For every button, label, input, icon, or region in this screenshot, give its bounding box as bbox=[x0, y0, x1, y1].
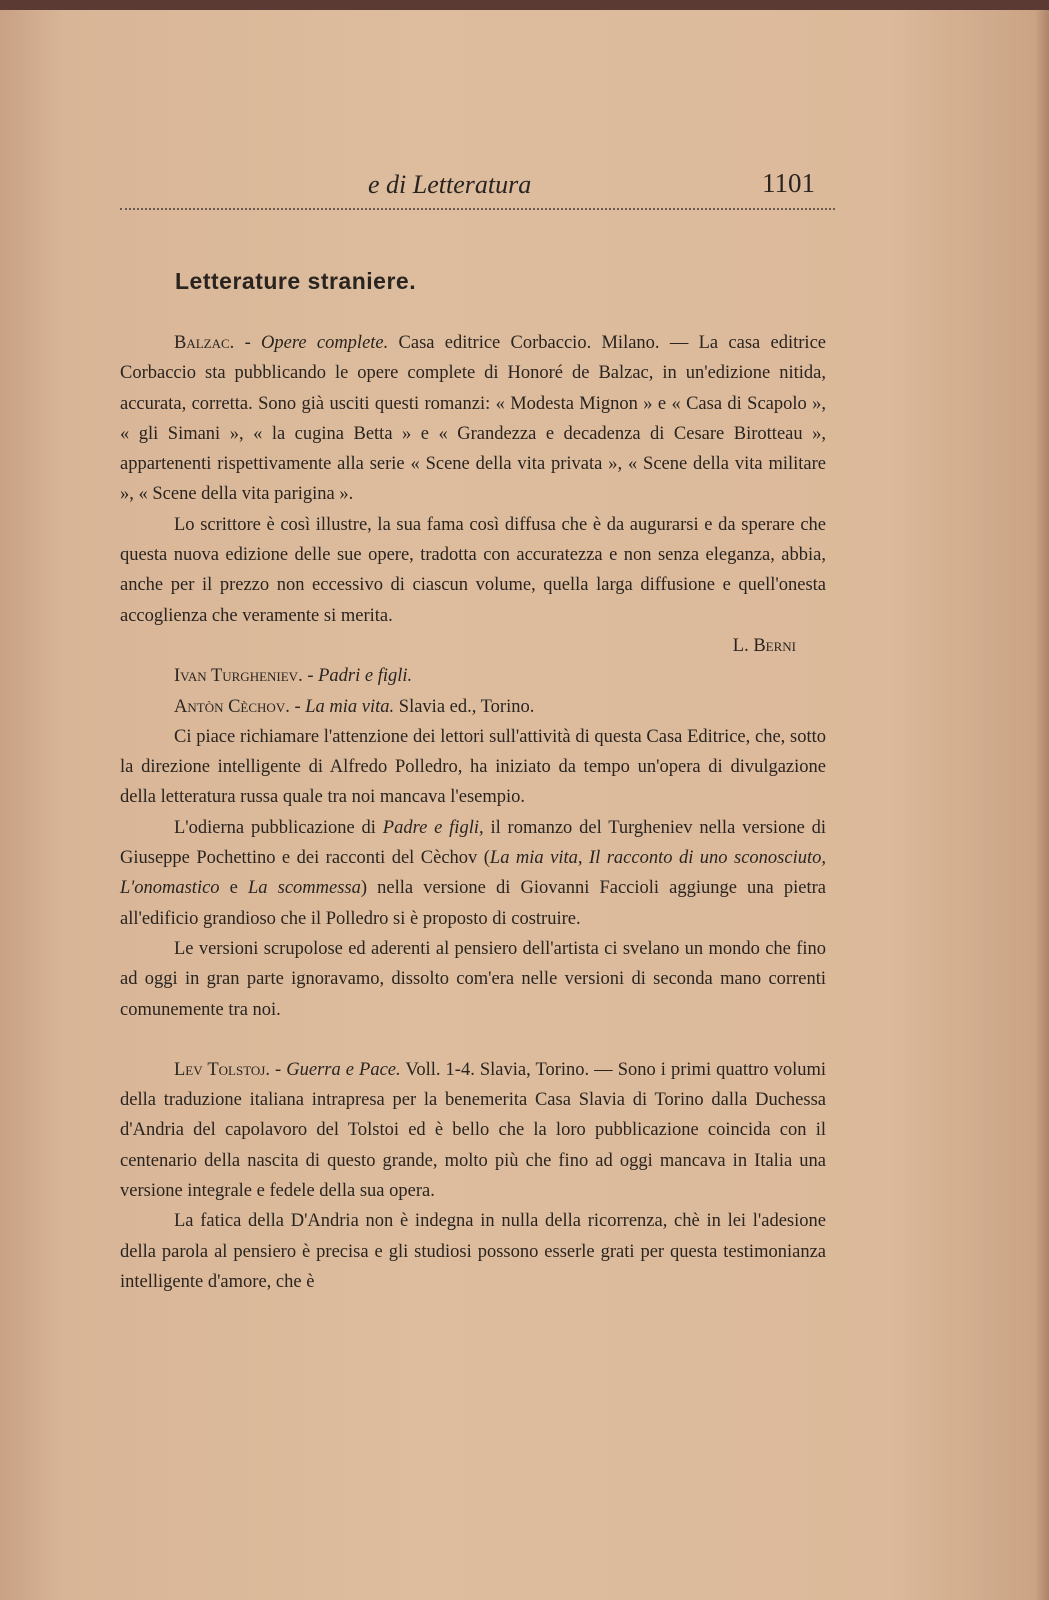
review-balzac bbox=[120, 328, 826, 510]
review-heading bbox=[120, 692, 826, 722]
header-rule bbox=[120, 208, 835, 210]
author-name: Ivan Turgheniev. bbox=[174, 666, 303, 687]
signature: L. Berni bbox=[732, 635, 796, 656]
author-name: Balzac. bbox=[174, 333, 235, 353]
separator: - bbox=[269, 1059, 287, 1080]
separator: - bbox=[234, 333, 262, 353]
separator: - bbox=[302, 666, 319, 687]
work-title: Guerra e Pace. bbox=[286, 1059, 401, 1080]
article-body bbox=[120, 328, 826, 1297]
review-text: Voll. 1-4. Slavia, Torino. — Sono i primi quattro volumi della traduzione italiana intrapresa per la benemerita Casa Slavia di Torino dalla Duchessa d'Andria del capolavoro del Tolstoi ed è bello che la loro pubblicazione coincida con il centenario della nascita di questo grande, molto più che fino ad oggi mancava in Italia una versione integrale e fedele della sua opera. bbox=[120, 1059, 826, 1202]
paragraph: L'odierna pubblicazione di Padre e figli, il romanzo del Turgheniev nella versione di Giuseppe Pochettino e dei racconti del Cèchov (La mia vita, Il racconto di uno sconosciuto, L'onomastico e La scommessa) nella versione di Giovanni Faccioli aggiunge una pietra all'edificio grandioso che il Polledro si è proposto di costruire. bbox=[120, 817, 827, 929]
section-title: Letterature straniere. bbox=[175, 268, 417, 294]
paragraph: Lo scrittore è così illustre, la sua fama così diffusa che è da augurarsi e da sperare che questa nuova edizione delle sue opere, tradotta con accuratezza e non senza eleganza, abbia, anche per il prezzo non eccessivo di ciascun volume, quella larga diffusione e quell'onesta accoglienza che veramente si merita. bbox=[120, 514, 826, 626]
page-header bbox=[120, 160, 835, 210]
review-tolstoj bbox=[120, 1055, 826, 1206]
work-title: Opere complete. bbox=[261, 333, 389, 353]
publisher: Slavia ed., Torino. bbox=[394, 696, 535, 717]
work-title: La mia vita. bbox=[305, 696, 395, 717]
review-heading bbox=[120, 661, 826, 691]
running-head: e di Letteratura bbox=[368, 170, 532, 199]
work-title: Padri e figli. bbox=[318, 666, 413, 687]
page-edge bbox=[1035, 10, 1049, 1600]
page-number: 1101 bbox=[762, 168, 815, 198]
paragraph: Ci piace richiamare l'attenzione dei lettori sull'attività di questa Casa Editrice, che, sotto la direzione intelligente di Alfredo Polledro, ha iniziato da tempo un'opera di divulgazione della letteratura russa quale tra noi mancava l'esempio. bbox=[120, 726, 826, 808]
author-name: Antòn Cèchov. bbox=[174, 696, 290, 717]
separator: - bbox=[289, 696, 306, 717]
section-gap bbox=[120, 1025, 826, 1055]
review-text: Casa editrice Corbaccio. Milano. — La casa editrice Corbaccio sta pubblicando le opere complete di Honoré de Balzac, in un'edizione nitida, accurata, corretta. Sono già usciti questi romanzi: « Modesta Mignon » e « Casa di Scapolo », « gli Simani », « la cugina Betta » e « Grandezza e decadenza di Cesare Birotteau », appartenenti rispettivamente alla serie « Scene della vita privata », « Scene della vita militare », « Scene della vita parigina ». bbox=[120, 333, 826, 505]
paragraph: La fatica della D'Andria non è indegna in nulla della ricorrenza, chè in lei l'adesione della parola al pensiero è precisa e gli studiosi possono esserle grati per questa testimonianza intelligente d'amore, che è bbox=[120, 1211, 826, 1292]
book-page bbox=[0, 10, 1049, 1600]
paragraph: Le versioni scrupolose ed aderenti al pensiero dell'artista ci svelano un mondo che fino ad oggi in gran parte ignoravamo, dissolto com'era nelle versioni di seconda mano correnti comunemente tra noi. bbox=[120, 938, 826, 1020]
author-name: Lev Tolstoj. bbox=[174, 1059, 270, 1080]
